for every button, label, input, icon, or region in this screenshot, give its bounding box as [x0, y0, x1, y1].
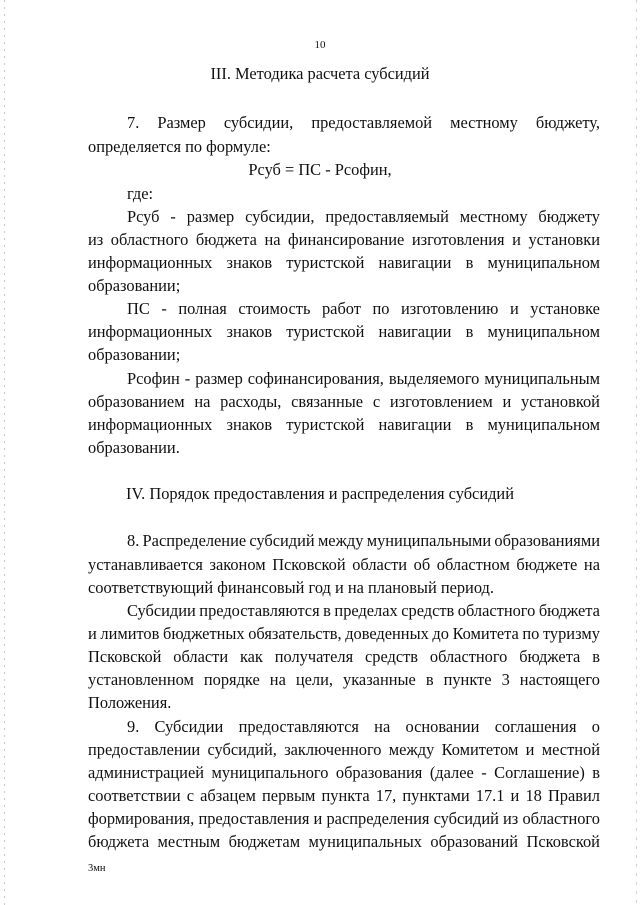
word: образованием — [88, 392, 185, 411]
word: между — [388, 740, 435, 759]
word: ПС — [127, 299, 150, 318]
scan-edge-left — [4, 0, 5, 905]
word: между — [317, 531, 364, 550]
word: бюджета — [195, 230, 257, 249]
word: с — [186, 786, 195, 805]
p7-line-1 — [127, 113, 600, 133]
ps-line-1 — [127, 299, 600, 319]
word: бюджета — [538, 601, 600, 620]
subs-line-4 — [88, 670, 600, 690]
word: обязательств, — [248, 624, 342, 643]
word: в — [323, 601, 331, 620]
word: субсидии, — [245, 207, 315, 226]
scan-edge-right — [636, 0, 637, 905]
section-3-heading: III. Методика расчета субсидий — [210, 64, 430, 83]
word: бюджету, — [535, 113, 600, 132]
where-label: где: — [127, 184, 154, 203]
word: предоставлении — [88, 740, 201, 759]
p8-line-3: соответствующий финансовый год и на плановый период. — [88, 578, 494, 597]
word: бюджету — [538, 207, 600, 226]
p8-line-2 — [88, 555, 600, 575]
word: настоящего — [519, 670, 600, 689]
word: работ — [321, 299, 361, 318]
word: знаков — [226, 415, 273, 434]
word: туризму — [542, 624, 600, 643]
word: знаков — [226, 322, 273, 341]
word: бюджета — [519, 647, 581, 666]
word: Распределение — [142, 531, 247, 550]
word: размер — [186, 207, 235, 226]
word: об — [413, 555, 431, 574]
word: из — [503, 809, 519, 828]
word: администрацией — [88, 763, 204, 782]
word: о — [591, 717, 600, 736]
word: субсидий — [433, 809, 499, 828]
word: по — [372, 299, 390, 318]
word: бюджета — [88, 832, 150, 851]
word: субсидий — [249, 531, 315, 550]
ps-line-3: образовании; — [88, 345, 181, 364]
rsofin-line-2 — [88, 392, 600, 412]
word: софинансирования, — [247, 369, 384, 388]
word: и — [88, 624, 97, 643]
word: бюджетных — [162, 624, 245, 643]
word: из — [88, 230, 104, 249]
word: Псковской — [88, 647, 162, 666]
word: на — [194, 392, 211, 411]
p9-line-1 — [127, 717, 600, 737]
word: Рсуб — [127, 207, 160, 226]
word: соответствии — [88, 786, 181, 805]
word: информационных — [88, 253, 213, 272]
word: Псковской — [526, 832, 600, 851]
word: пределах — [334, 601, 398, 620]
word: муниципальным — [484, 369, 600, 388]
word: и — [510, 786, 520, 805]
p7-line-2: определяется по формуле: — [88, 137, 271, 156]
word: как — [239, 647, 263, 666]
word: средств — [364, 647, 419, 666]
word: получателя — [274, 647, 354, 666]
word: в — [425, 670, 434, 689]
word: образований — [430, 832, 519, 851]
word: и — [502, 392, 512, 411]
word: - — [170, 207, 176, 226]
word: до — [432, 624, 449, 643]
word: 17, — [375, 786, 397, 805]
word: навигации — [378, 415, 452, 434]
word: выделяемого — [388, 369, 480, 388]
word: - — [184, 369, 191, 388]
word: предоставляются — [199, 601, 320, 620]
word: Комитета — [452, 624, 519, 643]
word: на — [269, 670, 286, 689]
word: муниципальном — [487, 415, 600, 434]
word: муниципальном — [487, 253, 600, 272]
word: муниципальными — [366, 531, 492, 550]
word: областном — [436, 555, 510, 574]
word: областного — [110, 230, 189, 249]
word: пунктами — [402, 786, 470, 805]
word: лимитов — [100, 624, 160, 643]
word: устанавливается — [88, 555, 203, 574]
word: субсидии, — [223, 113, 294, 132]
word: соглашения — [494, 717, 577, 736]
rsub-line-1 — [127, 207, 600, 227]
subs-line-3 — [88, 647, 600, 667]
word: и — [525, 740, 535, 759]
word: предоставляются — [238, 717, 359, 736]
rsub-line-3 — [88, 253, 600, 273]
word: - — [481, 763, 487, 782]
p8-line-1 — [127, 531, 600, 551]
word: навигации — [378, 322, 452, 341]
word: 17.1 — [475, 786, 505, 805]
word: и — [509, 299, 519, 318]
word: установке — [530, 299, 600, 318]
word: 7. — [127, 113, 140, 132]
word: в — [465, 415, 474, 434]
word: и — [512, 230, 521, 249]
word: 8. — [127, 531, 140, 550]
word: связанные — [291, 392, 364, 411]
ps-line-2 — [88, 322, 600, 342]
word: изготовлению — [400, 299, 499, 318]
p9-line-5 — [88, 809, 600, 829]
word: абзацем — [200, 786, 256, 805]
word: 9. — [127, 717, 140, 736]
word: законом — [209, 555, 266, 574]
p9-line-3 — [88, 763, 600, 783]
subs-line-2 — [88, 624, 600, 644]
word: средств — [401, 601, 455, 620]
p9-line-4 — [88, 786, 600, 806]
word: образованиями — [494, 531, 600, 550]
word: навигации — [378, 253, 452, 272]
word: туристской — [286, 253, 365, 272]
p9-line-6 — [88, 832, 600, 852]
word: пункте — [443, 670, 492, 689]
word: изготовления — [411, 230, 505, 249]
rsub-line-4: образовании; — [88, 276, 181, 295]
word: расходы, — [220, 392, 282, 411]
word: областного — [429, 647, 508, 666]
rsofin-line-1 — [127, 369, 600, 389]
word: с — [372, 392, 381, 411]
word: цели, — [295, 670, 333, 689]
word: бюджетам — [228, 832, 301, 851]
word: и — [313, 809, 323, 828]
word: распределения — [326, 809, 430, 828]
word: установленном — [88, 670, 194, 689]
word: туристской — [286, 415, 365, 434]
word: Псковской — [272, 555, 346, 574]
word: доведенных — [345, 624, 429, 643]
word: Правил — [547, 786, 600, 805]
subs-line-5: Положения. — [88, 693, 172, 712]
word: изготовлением — [389, 392, 493, 411]
subs-line-1 — [127, 601, 600, 621]
word: информационных — [88, 322, 213, 341]
word: субсидий, — [207, 740, 277, 759]
word: области — [173, 647, 229, 666]
word: размер — [195, 369, 243, 388]
word: порядке — [203, 670, 260, 689]
word: первым — [262, 786, 316, 805]
word: муниципальных — [308, 832, 422, 851]
word: областного — [457, 601, 536, 620]
word: формирования, — [88, 809, 195, 828]
word: местным — [157, 832, 221, 851]
word: предоставляемой — [311, 113, 433, 132]
word: 18 — [525, 786, 542, 805]
word: туристской — [286, 322, 365, 341]
word: образования — [335, 763, 423, 782]
rsub-line-2 — [88, 230, 600, 250]
word: бюджете — [516, 555, 578, 574]
page-number: 10 — [314, 39, 326, 51]
word: местному — [459, 207, 528, 226]
word: местной — [541, 740, 600, 759]
word: информационных — [88, 415, 213, 434]
word: в — [465, 253, 474, 272]
word: в — [592, 763, 600, 782]
word: (далее — [429, 763, 474, 782]
word: указанные — [343, 670, 416, 689]
word: пункта — [321, 786, 370, 805]
word: по — [522, 624, 540, 643]
word: полная — [178, 299, 227, 318]
word: на — [374, 717, 391, 736]
word: предоставляемый — [325, 207, 449, 226]
p9-line-2 — [88, 740, 600, 760]
word: знаков — [226, 253, 273, 272]
word: местному — [450, 113, 518, 132]
footer-code: 3мн — [88, 863, 106, 874]
word: заключенного — [284, 740, 382, 759]
rsofin-line-4: образовании. — [88, 438, 180, 457]
word: финансирование — [288, 230, 405, 249]
word: на — [264, 230, 281, 249]
word: Размер — [157, 113, 206, 132]
word: 3 — [501, 670, 510, 689]
word: установки — [528, 230, 600, 249]
formula: Рсуб = ПС - Рсофин, — [248, 160, 392, 179]
word: области — [352, 555, 408, 574]
word: предоставления — [198, 809, 310, 828]
word: на — [583, 555, 600, 574]
section-4-heading: IV. Порядок предоставления и распределения субсидий — [126, 484, 514, 503]
word: основании — [405, 717, 480, 736]
word: Субсидии — [154, 717, 224, 736]
word: Соглашение) — [494, 763, 585, 782]
word: - — [161, 299, 167, 318]
word: муниципального — [211, 763, 329, 782]
word: стоимость — [238, 299, 311, 318]
word: установкой — [521, 392, 600, 411]
word: Комитетом — [441, 740, 519, 759]
word: Рсофин — [127, 369, 180, 388]
word: в — [592, 647, 600, 666]
word: Субсидии — [127, 601, 196, 620]
word: муниципальном — [487, 322, 600, 341]
rsofin-line-3 — [88, 415, 600, 435]
word: в — [465, 322, 474, 341]
word: областного — [522, 809, 600, 828]
